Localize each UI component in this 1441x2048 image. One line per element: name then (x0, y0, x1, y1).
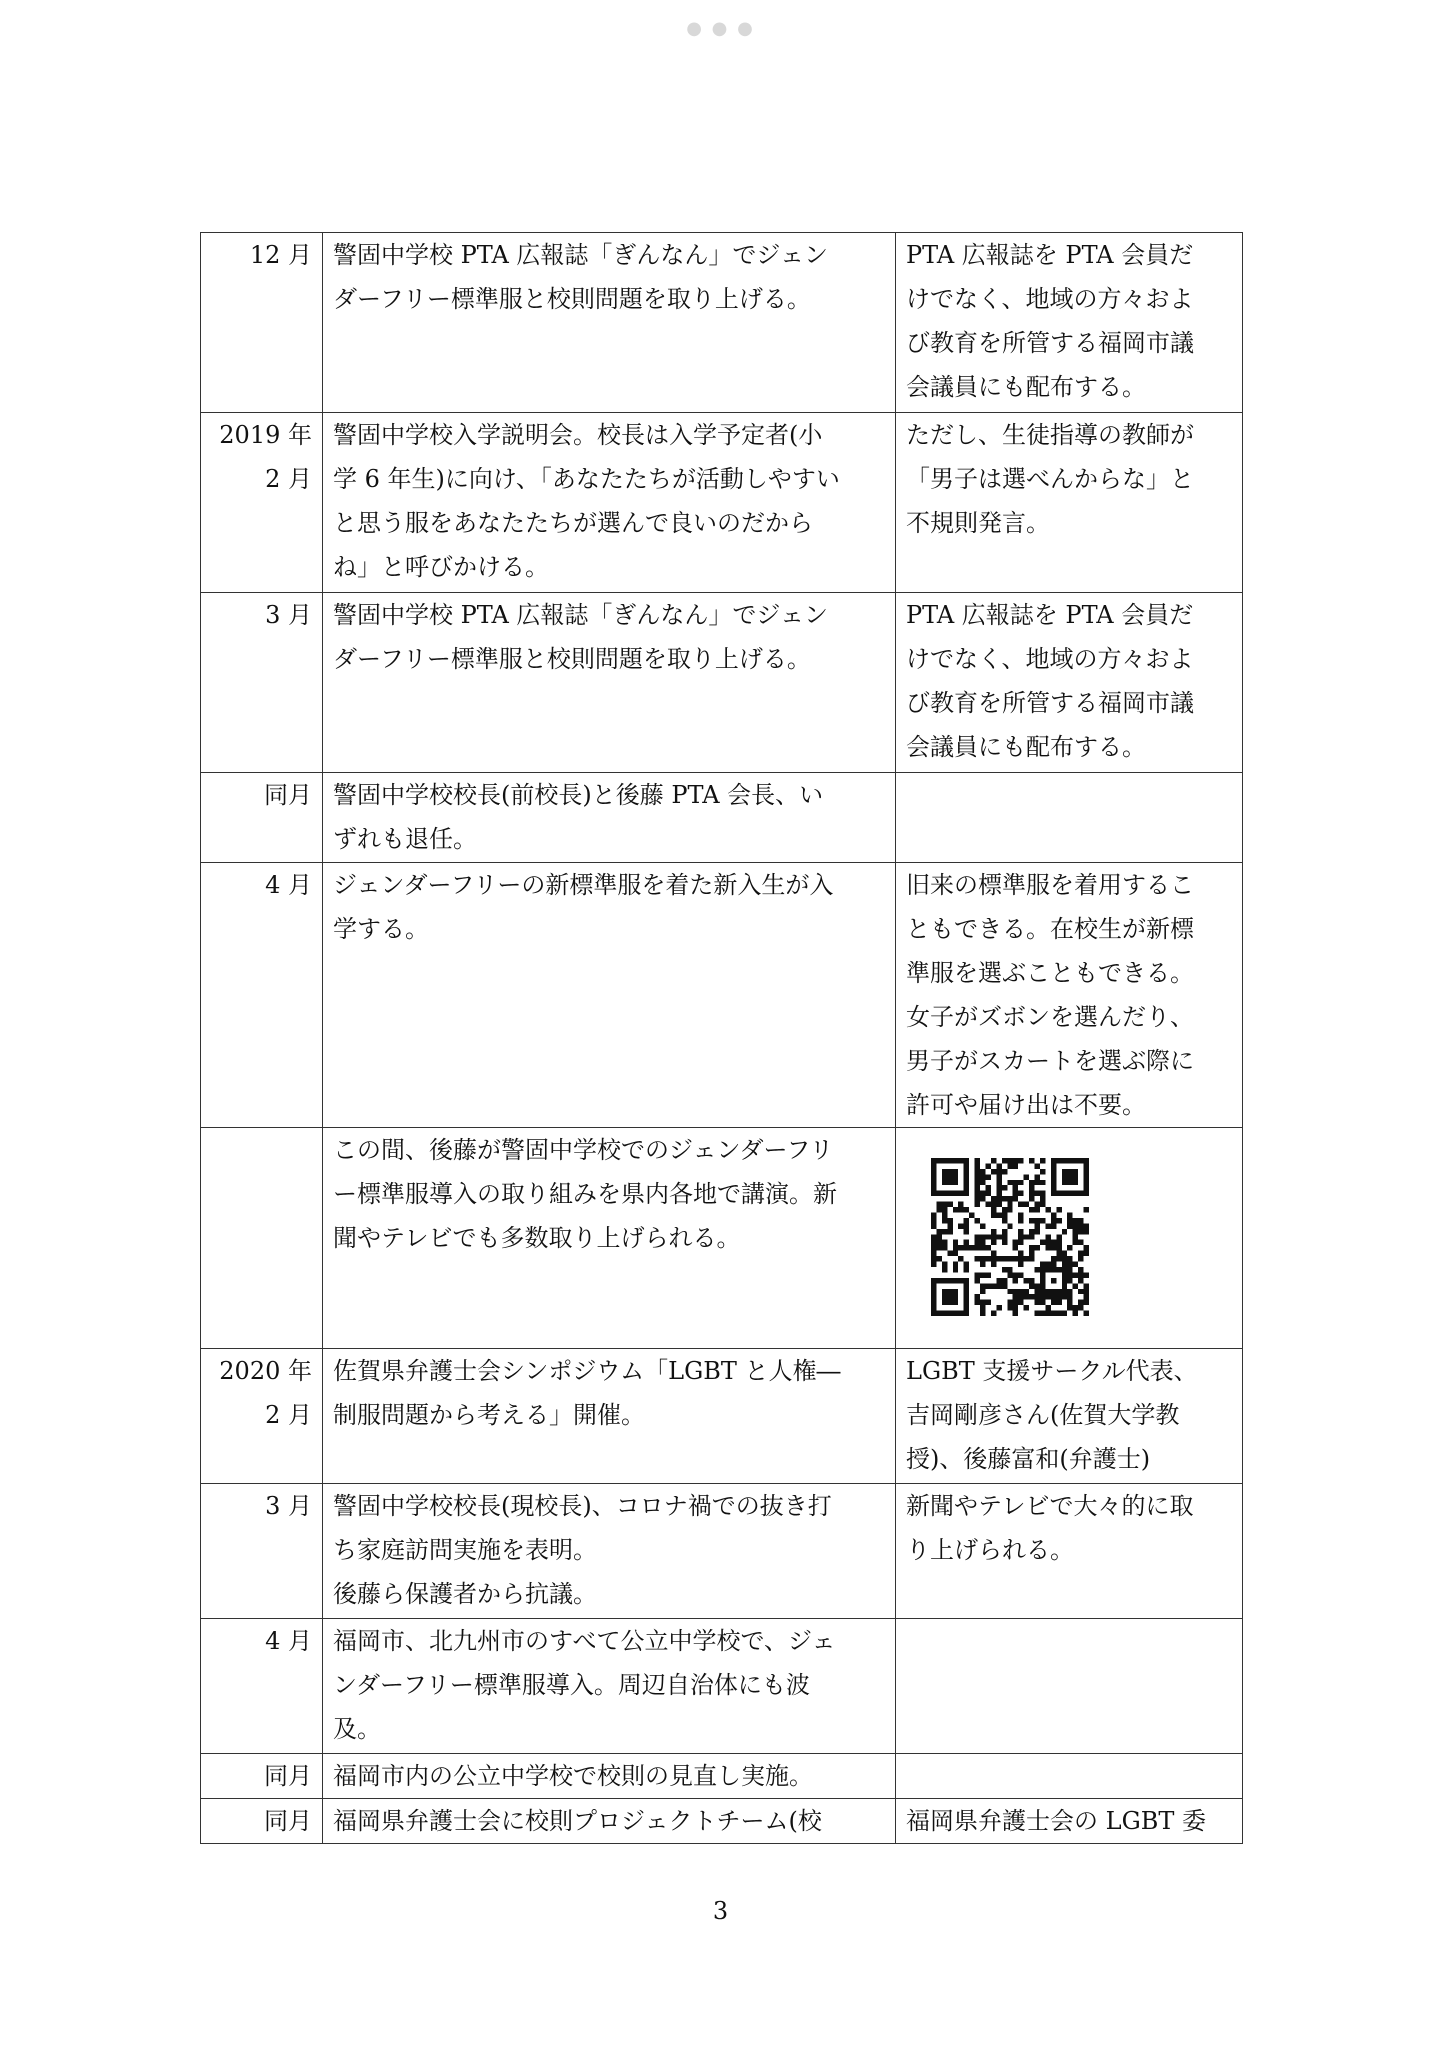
note-cell (896, 863, 1243, 1128)
date-line: 同月 (264, 1762, 312, 1790)
event-line: ね」と呼びかける。 (333, 553, 549, 581)
event-cell (323, 413, 896, 593)
note-line: 福岡県弁護士会の LGBT 委 (906, 1807, 1207, 1835)
date-line: 2 月 (265, 465, 312, 493)
note-line: 会議員にも配布する。 (906, 373, 1146, 401)
event-line: 警固中学校 PTA 広報誌「ぎんなん」でジェン (333, 601, 828, 629)
table-row (201, 413, 1243, 593)
note-line: PTA 広報誌を PTA 会員だ (906, 601, 1194, 629)
event-line: ー標準服導入の取り組みを県内各地で講演。新 (333, 1180, 837, 1208)
note-cell (896, 1484, 1243, 1619)
note-line: 吉岡剛彦さん(佐賀大学教 (906, 1401, 1180, 1429)
event-cell (323, 1128, 896, 1349)
event-line: ずれも退任。 (333, 825, 477, 853)
note-line: 準服を選ぶこともできる。 (906, 959, 1194, 987)
date-cell (201, 1128, 323, 1349)
note-line: び教育を所管する福岡市議 (906, 329, 1194, 357)
table-row (201, 1128, 1243, 1349)
note-line: 女子がズボンを選んだり、 (906, 1003, 1194, 1031)
note-line: 授)、後藤富和(弁護士) (906, 1445, 1151, 1473)
event-line: 警固中学校校長(現校長)、コロナ禍での抜き打 (333, 1492, 832, 1520)
window-dots: ● ● ● (686, 18, 755, 39)
event-cell (323, 773, 896, 863)
date-line: 同月 (264, 781, 312, 809)
date-cell (201, 863, 323, 1128)
date-cell (201, 1619, 323, 1754)
table-row (201, 593, 1243, 773)
timeline-table (200, 232, 1243, 1844)
event-cell (323, 1799, 896, 1844)
qr-code-icon (931, 1158, 1089, 1316)
table-row (201, 1484, 1243, 1619)
event-line: ダーフリー標準服と校則問題を取り上げる。 (333, 645, 811, 673)
note-cell (896, 233, 1243, 413)
event-cell (323, 863, 896, 1128)
date-line: 2019 年 (219, 421, 312, 449)
note-line: 新聞やテレビで大々的に取 (906, 1492, 1194, 1520)
event-line: ンダーフリー標準服導入。周辺自治体にも波 (333, 1671, 810, 1699)
event-cell (323, 1349, 896, 1484)
note-line: 不規則発言。 (906, 509, 1050, 537)
date-cell (201, 1349, 323, 1484)
date-cell (201, 1754, 323, 1799)
event-cell (323, 593, 896, 773)
event-line: 学 6 年生)に向け、「あなたたちが活動しやすい (333, 465, 840, 493)
table-row (201, 863, 1243, 1128)
note-line: 許可や届け出は不要。 (906, 1091, 1146, 1119)
table-row (201, 773, 1243, 863)
event-line: 福岡市、北九州市のすべて公立中学校で、ジェ (333, 1627, 836, 1655)
date-line: 3 月 (265, 601, 312, 629)
date-line: 12 月 (249, 241, 312, 269)
note-line: 会議員にも配布する。 (906, 733, 1146, 761)
date-cell (201, 1799, 323, 1844)
note-cell (896, 593, 1243, 773)
date-line: 同月 (264, 1807, 312, 1835)
note-line: ただし、生徒指導の教師が (906, 421, 1194, 449)
event-line: 警固中学校入学説明会。校長は入学予定者(小 (333, 421, 823, 449)
table-row (201, 233, 1243, 413)
note-cell (896, 1799, 1243, 1844)
event-line: 学する。 (333, 915, 429, 943)
note-line: LGBT 支援サークル代表、 (906, 1357, 1198, 1385)
event-line: 警固中学校校長(前校長)と後藤 PTA 会長、い (333, 781, 824, 809)
note-line: けでなく、地域の方々およ (906, 645, 1194, 673)
event-line: 福岡県弁護士会に校則プロジェクトチーム(校 (333, 1807, 822, 1835)
event-line: ち家庭訪問実施を表明。 (333, 1536, 597, 1564)
page-number: 3 (712, 1897, 729, 1925)
date-line: 4 月 (265, 1627, 312, 1655)
note-line: ともできる。在校生が新標 (906, 915, 1194, 943)
date-line: 3 月 (265, 1492, 312, 1520)
event-line: 制服問題から考える」開催。 (333, 1401, 645, 1429)
event-line: ダーフリー標準服と校則問題を取り上げる。 (333, 285, 811, 313)
event-line: 聞やテレビでも多数取り上げられる。 (333, 1224, 741, 1252)
event-line: ジェンダーフリーの新標準服を着た新入生が入 (333, 871, 834, 899)
event-cell (323, 1484, 896, 1619)
event-line: 後藤ら保護者から抗議。 (333, 1580, 597, 1608)
event-cell (323, 1619, 896, 1754)
note-line: り上げられる。 (906, 1536, 1074, 1564)
table-row (201, 1799, 1243, 1844)
date-cell (201, 1484, 323, 1619)
date-cell (201, 233, 323, 413)
note-cell (896, 1349, 1243, 1484)
event-cell (323, 233, 896, 413)
note-cell (896, 1128, 1243, 1349)
event-line: 佐賀県弁護士会シンポジウム「LGBT と人権― (333, 1357, 841, 1385)
date-cell (201, 773, 323, 863)
table-row (201, 1754, 1243, 1799)
note-cell (896, 413, 1243, 593)
event-line: 及。 (333, 1715, 381, 1743)
note-cell (896, 773, 1243, 863)
note-cell (896, 1754, 1243, 1799)
note-line: PTA 広報誌を PTA 会員だ (906, 241, 1194, 269)
date-cell (201, 593, 323, 773)
date-line: 4 月 (265, 871, 312, 899)
note-line: 旧来の標準服を着用するこ (906, 871, 1194, 899)
note-cell (896, 1619, 1243, 1754)
event-line: と思う服をあなたたちが選んで良いのだから (333, 509, 813, 537)
event-line: 警固中学校 PTA 広報誌「ぎんなん」でジェン (333, 241, 828, 269)
event-line: 福岡市内の公立中学校で校則の見直し実施。 (333, 1762, 813, 1790)
event-cell (323, 1754, 896, 1799)
table-row (201, 1349, 1243, 1484)
event-line: この間、後藤が警固中学校でのジェンダーフリ (333, 1136, 834, 1164)
note-line: び教育を所管する福岡市議 (906, 689, 1194, 717)
date-cell (201, 413, 323, 593)
date-line: 2020 年 (219, 1357, 312, 1385)
note-line: 「男子は選べんからな」と (906, 465, 1194, 493)
table-row (201, 1619, 1243, 1754)
date-line: 2 月 (265, 1401, 312, 1429)
note-line: 男子がスカートを選ぶ際に (906, 1047, 1194, 1075)
note-line: けでなく、地域の方々およ (906, 285, 1194, 313)
